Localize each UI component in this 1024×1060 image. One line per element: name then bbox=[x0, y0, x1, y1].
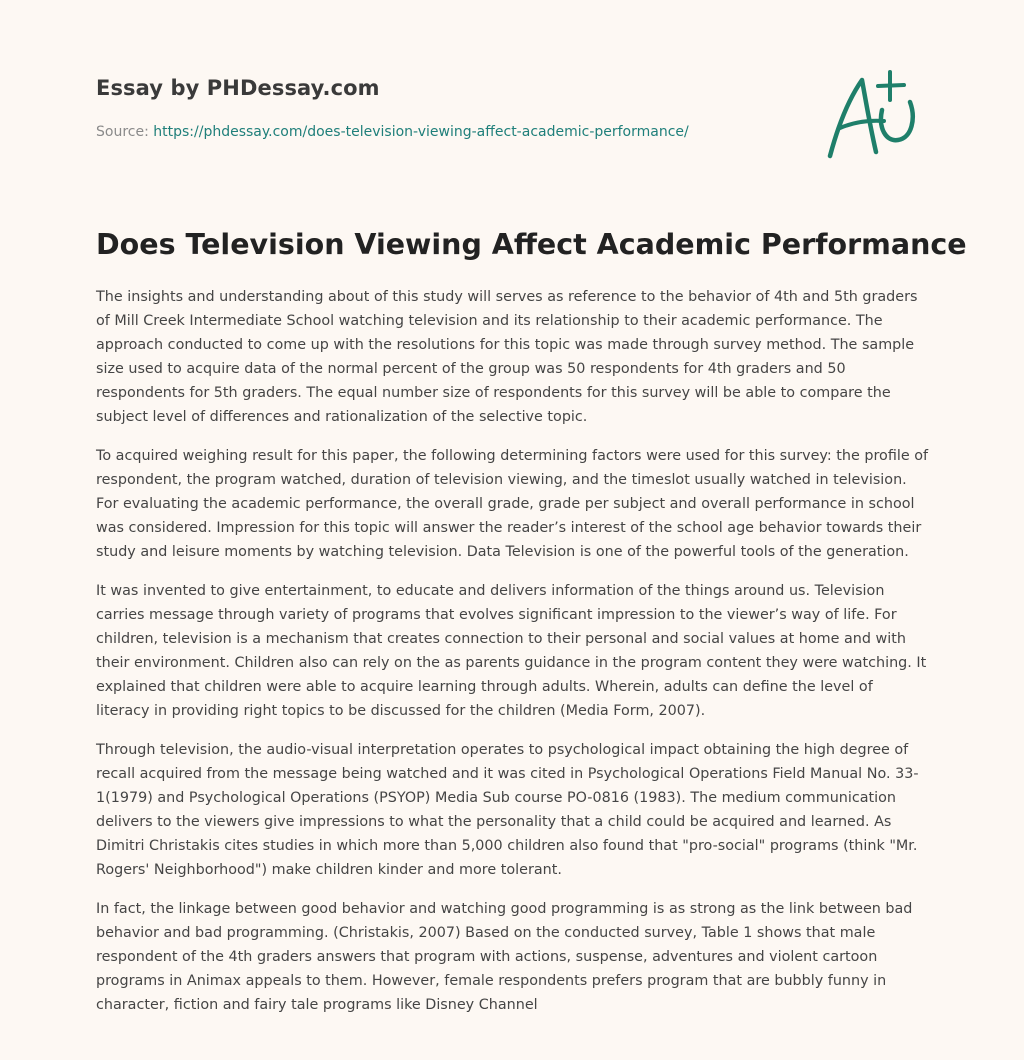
paragraph-1: The insights and understanding about of this study will serves as reference to the behavior of 4th and 5th graders of Mill Creek Intermediate School watching television and its relationship to their academic performance. The approach conducted to come up with the resolutions for this topic was made through survey method. The sample size used to acquire data of the normal percent of the group was 50 respondents for 4th graders and 50 respondents for 5th graders. The equal number size of respondents for this survey will be able to compare the subject level of differences and rationalization of the selective topic. bbox=[96, 289, 918, 425]
article-title: Does Television Viewing Affect Academic Performance bbox=[96, 228, 967, 261]
source-line bbox=[96, 124, 689, 140]
paragraph-4: Through television, the audio-visual interpretation operates to psychological impact obtaining the high degree of recall acquired from the message being watched and it was cited in Psychological Operations Field Manual No. 33-1(1979) and Psychological Operations (PSYOP) Media Sub course PO-0816 (1983). The medium communication delivers to the viewers give impressions to what the personality that a child could be acquired and learned. As Dimitri Christakis cites studies in which more than 5,000 children also found that "pro-social" programs (think "Mr. Rogers' Neighborhood") make children kinder and more tolerant. bbox=[96, 742, 919, 878]
a-plus-grade-icon bbox=[820, 66, 930, 166]
paragraph-3: It was invented to give entertainment, to educate and delivers information of the things around us. Television carries message through variety of programs that evolves significant impression to the viewer’s way of life. For children, television is a mechanism that creates connection to their personal and social values at home and with their environment. Children also can rely on the as parents guidance in the program content they were watching. It explained that children were able to acquire learning through adults. Wherein, adults can define the level of literacy in providing right topics to be discussed for the children (Media Form, 2007). bbox=[96, 583, 927, 719]
article-body bbox=[96, 285, 930, 1032]
source-link[interactable]: https://phdessay.com/does-television-viewing-affect-academic-performance/ bbox=[153, 124, 689, 140]
paragraph-2: To acquired weighing result for this paper, the following determining factors were used for this survey: the profile of respondent, the program watched, duration of television viewing, and the timeslot usually watched in television. For evaluating the academic performance, the overall grade, grade per subject and overall performance in school was considered. Impression for this topic will answer the reader’s interest of the school age behavior towards their study and leisure moments by watching television. Data Television is one of the powerful tools of the generation. bbox=[96, 448, 929, 560]
site-brand: Essay by PHDessay.com bbox=[96, 76, 380, 100]
paragraph-5: In fact, the linkage between good behavior and watching good programming is as strong as the link between bad behavior and bad programming. (Christakis, 2007) Based on the conducted survey, Table 1 shows that male respondent of the 4th graders answers that program with actions, suspense, adventures and violent cartoon programs in Animax appeals to them. However, female respondents prefers program that are bubbly funny in character, fiction and fairy tale programs like Disney Channel bbox=[96, 901, 913, 1013]
source-label: Source: bbox=[96, 124, 154, 140]
